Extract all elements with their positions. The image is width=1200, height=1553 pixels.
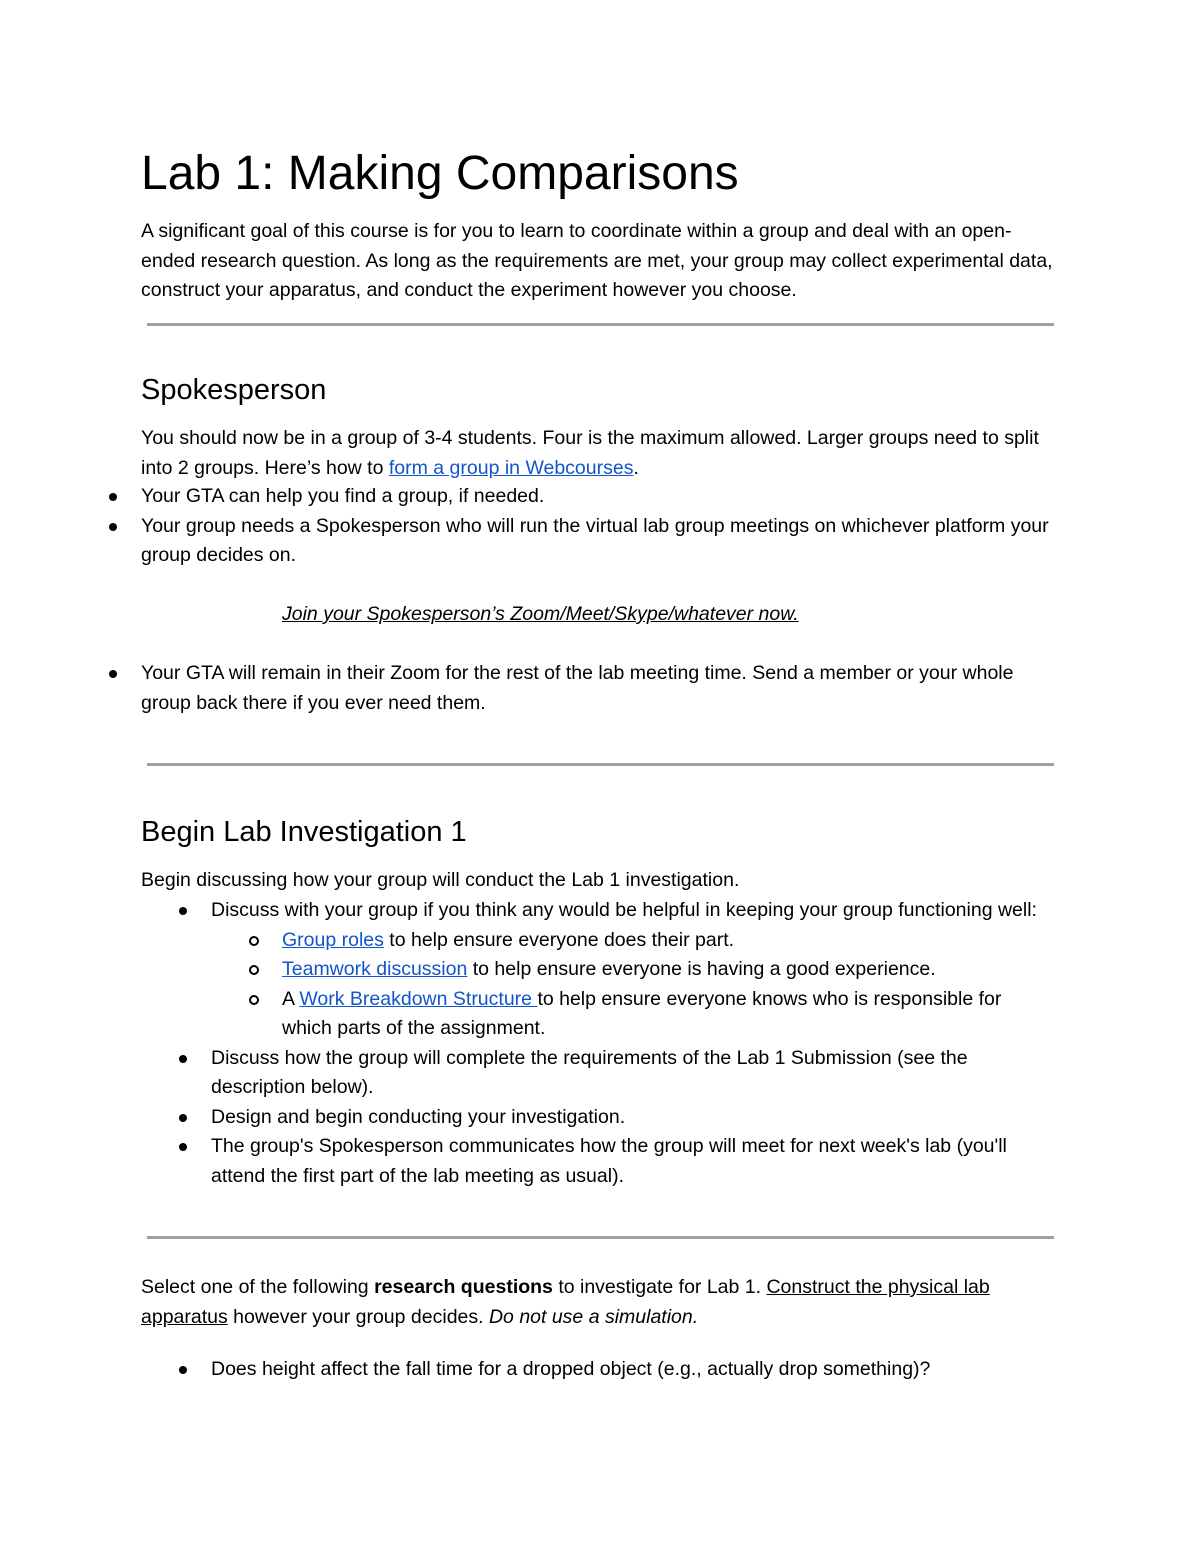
sub-list-item: Group roles to help ensure everyone does their part. — [141, 926, 1056, 956]
divider — [147, 1236, 1054, 1239]
spokesperson-paragraph — [141, 424, 1056, 483]
spokesperson-paragraph-end: . — [633, 456, 639, 479]
bullet-icon — [179, 907, 187, 915]
list-item: Your GTA can help you find a group, if needed. — [0, 482, 1060, 512]
list-item: Does height affect the fall time for a dropped object (e.g., actually drop something)? — [141, 1355, 1056, 1385]
list-item: The group's Spokesperson communicates how the group will meet for next week's lab (you'll attend the first part of the lab meeting as usual). — [141, 1132, 1056, 1191]
bullet-icon — [179, 1055, 187, 1063]
list-item: Design and begin conducting your investigation. — [141, 1103, 1056, 1133]
bullet-icon — [179, 1366, 187, 1374]
sub-list-item: Teamwork discussion to help ensure everyone is having a good experience. — [141, 955, 1056, 985]
list-item: Your group needs a Spokesperson who will run the virtual lab group meetings on whichever platform your group decides on. — [0, 512, 1060, 571]
intro-paragraph: A significant goal of this course is for you to learn to coordinate within a group and deal with an open-ended research question. As long as the requirements are met, your group may collect experimental data, construct your apparatus, and conduct the experiment however you choose. — [141, 220, 1053, 301]
bullet-icon — [109, 523, 117, 531]
section-heading-spokesperson: Spokesperson — [141, 374, 327, 406]
bullet-icon — [109, 670, 117, 678]
no-simulation-note: Do not use a simulation. — [488, 1305, 699, 1328]
form-group-link[interactable]: form a group in Webcourses — [388, 456, 634, 479]
list-item: Discuss how the group will complete the requirements of the Lab 1 Submission (see the description below). — [141, 1044, 1056, 1103]
spokesperson-bullet-list-2 — [0, 659, 1060, 718]
construct-apparatus-emphasis: Construct the physical lab apparatus — [141, 1276, 990, 1328]
page-title: Lab 1: Making Comparisons — [141, 147, 739, 200]
divider — [147, 323, 1054, 326]
research-questions-list — [141, 1355, 1056, 1385]
circle-bullet-icon — [249, 936, 259, 946]
list-item: Discuss with your group if you think any would be helpful in keeping your group functioning well: — [141, 896, 1056, 926]
bullet-icon — [179, 1143, 187, 1151]
bullet-icon — [179, 1114, 187, 1122]
spokesperson-bullet-list — [0, 482, 1060, 571]
join-note: Join your Spokesperson’s Zoom/Meet/Skype/whatever now. — [282, 603, 799, 625]
circle-bullet-icon — [249, 965, 259, 975]
investigation-bullet-list — [141, 896, 1056, 1191]
group-roles-link[interactable]: Group roles — [282, 928, 384, 951]
research-questions-emphasis: research questions — [374, 1276, 553, 1298]
spokesperson-paragraph-text: You should now be in a group of 3-4 students. Four is the maximum allowed. Larger groups need to split into 2 groups. Here’s how to — [141, 427, 1039, 479]
bullet-icon — [109, 493, 117, 501]
work-breakdown-link[interactable]: Work Breakdown Structure — [299, 987, 538, 1010]
sub-list-item: A Work Breakdown Structure to help ensure everyone knows who is responsible for which parts of the assignment. — [141, 985, 1056, 1044]
teamwork-discussion-link[interactable]: Teamwork discussion — [282, 958, 468, 980]
investigation-intro: Begin discussing how your group will conduct the Lab 1 investigation. — [141, 869, 740, 891]
circle-bullet-icon — [249, 995, 259, 1005]
list-item: Your GTA will remain in their Zoom for the rest of the lab meeting time. Send a member or your whole group back there if you ever need them. — [0, 659, 1060, 718]
section-heading-investigation: Begin Lab Investigation 1 — [141, 816, 467, 848]
research-paragraph: Select one of the following research questions to investigate for Lab 1. Construct the physical lab apparatus however your group decides. Do not use a simulation. — [141, 1276, 990, 1328]
divider — [147, 763, 1054, 766]
